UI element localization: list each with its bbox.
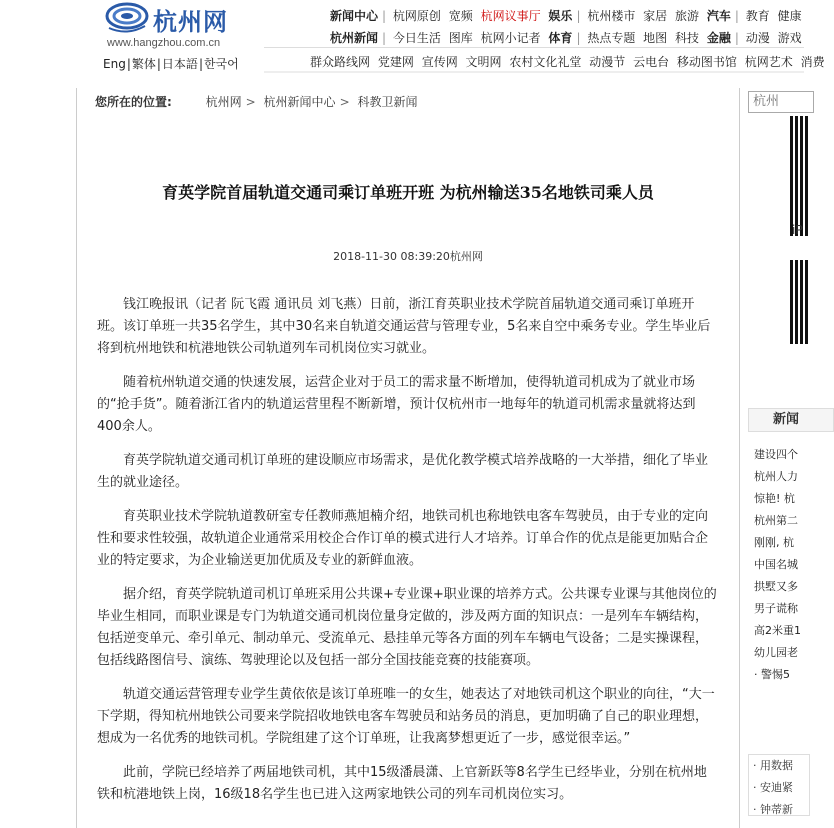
nav-divider-bottom: [264, 71, 804, 73]
sidebar-news-list: [754, 444, 801, 686]
nav-home[interactable]: 家居: [643, 9, 668, 23]
article-paragraph: 育英职业技术学院轨道教研室专任教师燕旭楠介绍，地铁司机也称地铁电客车驾驶员，由于专业的定向性和要求性较强，故轨道企业通常采用校企合作订单的模式进行人才培养。订单合作的优点是能更加贴合企业的特定要求，为企业输送更加优质及专业的新鲜血液。: [97, 509, 709, 568]
nav-reporter[interactable]: 杭网小记者: [480, 31, 541, 45]
language-switcher: Eng|繁体|日本語|한국어: [103, 57, 239, 71]
nav-sub-link[interactable]: 消费: [800, 55, 825, 69]
sidebar-box: [748, 754, 810, 816]
nav-health[interactable]: 健康: [777, 9, 802, 23]
list-item[interactable]: 刚刚, 杭: [754, 536, 794, 549]
list-item[interactable]: · 安迪紧: [753, 781, 793, 794]
site-logo[interactable]: [105, 2, 240, 36]
nav-sub-link[interactable]: 文明网: [465, 55, 502, 69]
list-item[interactable]: 中国名城: [754, 558, 798, 571]
lang-eng[interactable]: Eng: [103, 57, 126, 71]
list-item[interactable]: · 钟蒂新: [753, 803, 793, 816]
list-item[interactable]: 男子谎称: [754, 602, 798, 615]
article-meta: 2018-11-30 08:39:20杭州网: [333, 250, 483, 263]
nav-sub-link[interactable]: 云电台: [633, 55, 670, 69]
nav-sub-link[interactable]: 宣传网: [421, 55, 458, 69]
article-paragraph: 随着杭州轨道交通的快速发展，运营企业对于员工的需求量不断增加，使得轨道司机成为了就业市场的“抢手货”。随着浙江省内的轨道运营里程不断新增，预计仅杭州市一地每年的轨道司机需求量就将达到400余人。: [97, 375, 696, 434]
article-panel: [76, 88, 740, 828]
logo-text: 杭州网: [153, 8, 228, 36]
list-item[interactable]: 杭州第二: [754, 514, 798, 527]
list-item[interactable]: 高2米重1: [754, 624, 801, 637]
nav-travel[interactable]: 旅游: [675, 9, 700, 23]
nav-anime[interactable]: 动漫: [745, 31, 770, 45]
nav-video[interactable]: 宽频: [448, 9, 473, 23]
nav-sub-link[interactable]: 动漫节: [589, 55, 626, 69]
list-item[interactable]: · 用数据: [753, 759, 793, 772]
nav-sports[interactable]: 体育: [548, 31, 573, 45]
qr-label: iP: [792, 223, 803, 237]
breadcrumb-section[interactable]: 科教卫新闻: [357, 95, 418, 109]
nav-sub-link[interactable]: 移动图书馆: [676, 55, 737, 69]
nav-map[interactable]: 地图: [643, 31, 668, 45]
list-item[interactable]: · 警惕5: [754, 668, 790, 681]
nav-news-center[interactable]: 新闻中心: [330, 9, 379, 23]
nav-sub-link[interactable]: 群众路线网: [310, 55, 371, 69]
article-paragraph: 育英学院轨道交通司机订单班的建设顺应市场需求，是优化教学模式培养战略的一大举措，细化了毕业生的就业途径。: [97, 453, 709, 490]
list-item[interactable]: 拱墅又多: [754, 580, 798, 593]
top-nav-row-1: 新闻中心 | 杭网原创 宽频 杭网议事厅 娱乐 | 杭州楼市 家居 旅游 汽车 | 教育 健康: [330, 9, 802, 23]
breadcrumb-news-center[interactable]: 杭州新闻中心: [263, 95, 336, 109]
article-paragraph: 钱江晚报讯（记者 阮飞霞 通讯员 刘飞燕）日前，浙江育英职业技术学院首届轨道交通司乘订单班开班。该订单班一共35名学生，其中30名来自轨道交通运营与管理专业，5名来自空中乘务专业。学生毕业后将到杭州地铁和杭港地铁公司轨道列车司机岗位实习就业。: [97, 297, 711, 356]
nav-entertainment[interactable]: 娱乐: [548, 9, 573, 23]
nav-gallery[interactable]: 图库: [448, 31, 473, 45]
nav-tech[interactable]: 科技: [675, 31, 700, 45]
logo-url: www.hangzhou.com.cn: [107, 37, 221, 49]
nav-games[interactable]: 游戏: [777, 31, 802, 45]
nav-forum[interactable]: 杭网议事厅: [480, 9, 541, 23]
breadcrumb: 您所在的位置: 杭州网 > 杭州新闻中心 > 科教卫新闻: [95, 95, 418, 109]
nav-topics[interactable]: 热点专题: [587, 31, 636, 45]
nav-sub-link[interactable]: 党建网: [377, 55, 414, 69]
sidebar-search-input[interactable]: 杭州: [748, 91, 814, 113]
breadcrumb-label: 您所在的位置:: [95, 95, 172, 109]
breadcrumb-home[interactable]: 杭州网: [205, 95, 242, 109]
nav-life[interactable]: 今日生活: [392, 31, 441, 45]
list-item[interactable]: 杭州人力: [754, 470, 798, 483]
article-title: 育英学院首届轨道交通司乘订单班开班 为杭州输送35名地铁司乘人员: [162, 183, 654, 202]
logo-swirl-icon: [105, 2, 149, 36]
article-body: [97, 294, 717, 818]
nav-divider: [264, 47, 804, 48]
list-item[interactable]: 幼儿园老: [754, 646, 798, 659]
nav-education[interactable]: 教育: [745, 9, 770, 23]
nav-auto[interactable]: 汽车: [706, 9, 731, 23]
qr-code-icon: [790, 260, 810, 344]
lang-traditional[interactable]: 繁体: [131, 57, 156, 71]
article-paragraph: 据介绍，育英学院轨道司机订单班采用公共课+专业课+职业课的培养方式。公共课专业课与其他岗位的毕业生相同，而职业课是专门为轨道交通司机岗位量身定做的，涉及两方面的知识点：一是列车车辆结构，包括逆变单元、牵引单元、制动单元、受流单元、悬挂单元等各方面的列车车辆电气设备；二是实操课程，包括线路图信号、演练、驾驶理论以及包括一部分全国技能竞赛的技能赛项。: [97, 587, 717, 668]
nav-hangzhou-news[interactable]: 杭州新闻: [330, 31, 379, 45]
lang-japanese[interactable]: 日本語: [161, 57, 198, 71]
nav-housing[interactable]: 杭州楼市: [587, 9, 636, 23]
right-sidebar: [748, 88, 803, 816]
qr-code-icon: [790, 116, 810, 236]
lang-korean[interactable]: 한국어: [203, 57, 239, 71]
nav-sub-link[interactable]: 农村文化礼堂: [509, 55, 582, 69]
list-item[interactable]: 惊艳! 杭: [754, 492, 795, 505]
nav-original[interactable]: 杭网原创: [392, 9, 441, 23]
top-nav-row-3: [310, 53, 829, 70]
list-item[interactable]: 建设四个: [754, 448, 798, 461]
site-header: [0, 0, 825, 74]
article-paragraph: 轨道交通运营管理专业学生黄依依是该订单班唯一的女生，她表达了对地铁司机这个职业的向往，“大一下学期，得知杭州地铁公司要来学院招收地铁电客车驾驶员和站务员的消息，更加明确了自己的职业理想，想成为一名优秀的地铁司机。学院组建了这个订单班，让我离梦想更近了一步，感觉很幸运。”: [97, 687, 715, 746]
nav-finance[interactable]: 金融: [706, 31, 731, 45]
top-nav-row-2: 杭州新闻 | 今日生活 图库 杭网小记者 体育 | 热点专题 地图 科技 金融 | 动漫 游戏: [330, 31, 802, 45]
sidebar-news-heading: 新闻: [748, 408, 834, 432]
article-paragraph: 此前，学院已经培养了两届地铁司机，其中15级潘晨潇、上官新跃等8名学生已经毕业，分别在杭州地铁和杭港地铁上岗，16级18名学生也已进入这两家地铁公司的列车司机岗位实习。: [97, 765, 707, 802]
nav-sub-link[interactable]: 杭网艺术: [744, 55, 793, 69]
